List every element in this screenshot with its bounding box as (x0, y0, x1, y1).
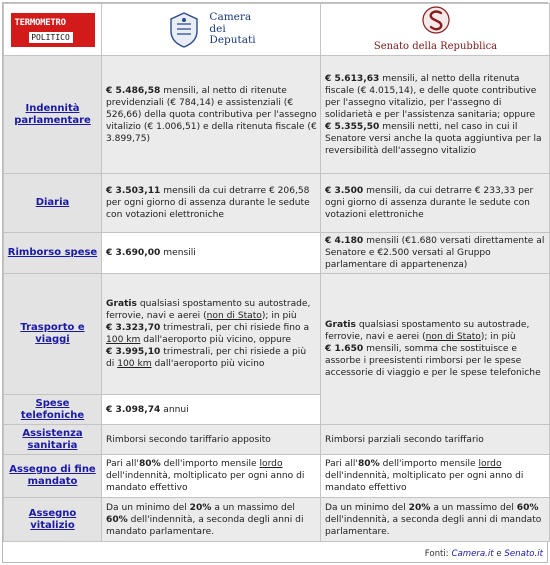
senato-rimborso-amount: € 4.180 (325, 236, 364, 246)
comparison-table-container (2, 2, 548, 563)
camera-indennita-text: mensili, al netto di ritenute previdenziali (€ 784,14) e assistenziali (€ 526,66) della quota contributiva per l'assegno vitalizio (€ 1.006,51) e della ritenuta fiscale (€ 3.899,75) (106, 85, 317, 144)
camera-telefoniche-text: annui (160, 404, 189, 415)
logo-text-bottom: POLITICO (29, 32, 73, 43)
camera-fine-text2: dell'importo mensile (160, 459, 260, 469)
termometro-politico-logo[interactable] (11, 13, 95, 47)
source-camera-link[interactable]: Camera.it (451, 548, 494, 559)
senato-vit-max: 60% (516, 502, 539, 513)
senato-trasporto (321, 274, 550, 425)
camera-vit-min: 20% (189, 502, 212, 513)
link-assegno-fine-mandato[interactable]: Assegno di fine mandato (9, 464, 96, 487)
label-sanitaria-cell (4, 425, 102, 455)
camera-vit-text1: Da un minimo del (106, 502, 190, 513)
senato-fine-text2: dell'importo mensile (379, 459, 479, 469)
camera-diaria (102, 174, 321, 233)
camera-trasporto-text6: dall'aeroporto più vicino (151, 359, 265, 369)
camera-trasporto-text2: ); in più (261, 311, 297, 321)
camera-fine-text3: dell'indennità, moltiplicato per ogni anno di mandato effettivo (106, 471, 305, 493)
logo-cell (4, 4, 102, 56)
link-spese-telefoniche[interactable]: Spese telefoniche (20, 397, 85, 421)
label-telefoniche-cell (4, 395, 102, 425)
camera-trasporto-km1: 100 km (106, 335, 141, 345)
camera-emblem-icon (167, 11, 201, 49)
senato-trasporto-non-di-stato: non di Stato (425, 332, 481, 342)
camera-trasporto-amount2: € 3.995,10 (106, 347, 161, 357)
camera-telefoniche (102, 395, 321, 425)
footer-sep: e (493, 548, 505, 559)
label-trasporto-cell (4, 274, 102, 395)
senato-trasporto-text1: qualsiasi spostamento su autostrade, ferrovie, navi e aerei ( (325, 320, 530, 342)
link-diaria[interactable]: Diaria (35, 197, 70, 208)
senato-indennita-amount1: € 5.613,63 (325, 73, 380, 84)
senato-trasporto-amount: € 1.650 (325, 344, 364, 354)
link-indennita-parlamentare[interactable]: Indennità parlamentare (14, 102, 91, 126)
senato-vit-text2: a un massimo del (430, 502, 517, 513)
row-fine-mandato (4, 455, 550, 498)
senato-indennita (321, 56, 550, 174)
senato-indennita-text2: mensili netti, nel caso in cui il Senatore versi anche la quota aggiuntiva per la reversibilità dell'assegno vitalizio (325, 121, 542, 156)
camera-fine-text1: Pari all' (106, 459, 139, 469)
label-rimborso-cell (4, 233, 102, 274)
senato-diaria-text: mensili, da cui detrarre € 233,33 per ogni giorno di assenza durante le sedute con votazioni elettroniche (325, 186, 534, 220)
camera-telefoniche-amount: € 3.098,74 (106, 404, 161, 415)
camera-rimborso-text: mensili (160, 248, 196, 258)
label-vitalizio-cell (4, 498, 102, 542)
camera-vit-text2: a un massimo del (211, 502, 295, 513)
link-assegno-vitalizio[interactable]: Assegno vitalizio (28, 507, 77, 531)
row-sanitaria (4, 425, 550, 455)
senato-rimborso-text: mensili (€1.680 versati direttamente al Senatore e €2.500 versati al Gruppo parlamentare di appartenenza) (325, 236, 545, 270)
camera-trasporto-km2: 100 km (117, 359, 152, 369)
senato-sanitaria (321, 425, 550, 455)
camera-vit-text3: dell'indennità, a seconda degli anni di mandato parlamentare. (106, 514, 304, 537)
camera-trasporto-text5: trimestrali, per chi risiede a più di (106, 347, 307, 369)
camera-diaria-text: mensili da cui detrarre € 206,58 per ogni giorno di assenza durante le sedute con votazioni elettroniche (106, 186, 310, 220)
senato-trasporto-text2: ); in più (480, 332, 516, 342)
camera-fine-mandato (102, 455, 321, 498)
senato-rimborso (321, 233, 550, 274)
camera-title (209, 12, 255, 47)
senato-fine-text1: Pari all' (325, 459, 358, 469)
camera-title-line3: Deputati (209, 34, 256, 47)
camera-indennita-amount: € 5.486,58 (106, 85, 161, 96)
senato-vit-text3: dell'indennità, a seconda degli anni di mandato parlamentare. (325, 514, 542, 537)
camera-trasporto (102, 274, 321, 395)
senato-vitalizio (321, 498, 550, 542)
link-trasporto-e-viaggi[interactable]: Trasporto e viaggi (20, 322, 85, 345)
link-rimborso-spese[interactable]: Rimborso spese (7, 247, 98, 258)
footer-prefix: Fonti: (424, 548, 452, 559)
camera-sanitaria-text: Rimborsi secondo tariffario apposito (106, 434, 271, 445)
senato-vit-min: 20% (408, 502, 431, 513)
camera-fine-pct: 80% (138, 459, 161, 469)
senato-fine-mandato (321, 455, 550, 498)
row-indennita (4, 56, 550, 174)
senato-fine-lordo: lordo (478, 459, 502, 469)
row-trasporto (4, 274, 550, 395)
camera-trasporto-non-di-stato: non di Stato (206, 311, 262, 321)
header-row (4, 4, 550, 56)
row-vitalizio (4, 498, 550, 542)
senato-header (321, 4, 550, 56)
senato-diaria (321, 174, 550, 233)
logo-text-top: TERMOMETRO (14, 17, 66, 28)
senato-emblem-icon (421, 5, 451, 35)
senato-trasporto-text3: mensili, somma che sostituisce e assorbe i preesistenti rimborsi per le spese accessorie di viaggio e per le spese telefoniche (325, 344, 541, 378)
camera-trasporto-text1: qualsiasi spostamento su autostrade, ferrovie, navi e aerei ( (106, 299, 311, 321)
row-diaria (4, 174, 550, 233)
camera-trasporto-text3: trimestrali, per chi risiede fino a (160, 323, 310, 333)
camera-trasporto-text4: dall'aeroporto più vicino, oppure (140, 335, 292, 345)
label-fine-mandato-cell (4, 455, 102, 498)
sources-footer (425, 549, 543, 560)
senato-indennita-text1: mensili, al netto della ritenuta fiscale (€ 4.015,14), e delle quote contributive per l'assegno vitalizio, per l'assegno di solidarietà e per l'assistenza sanitaria; oppure (325, 73, 537, 120)
camera-title-line2: dei (209, 22, 226, 35)
camera-trasporto-amount1: € 3.323,70 (106, 323, 161, 333)
senato-fine-pct: 80% (357, 459, 380, 469)
camera-diaria-amount: € 3.503,11 (106, 186, 161, 196)
senato-vit-text1: Da un minimo del (325, 502, 409, 513)
link-assistenza-sanitaria[interactable]: Assistenza sanitaria (22, 427, 83, 451)
source-senato-link[interactable]: Senato.it (504, 548, 543, 559)
camera-header (102, 4, 321, 56)
row-rimborso (4, 233, 550, 274)
senato-sanitaria-text: Rimborsi parziali secondo tariffario (325, 434, 484, 445)
label-indennita-cell (4, 56, 102, 174)
label-diaria-cell (4, 174, 102, 233)
camera-fine-lordo: lordo (259, 459, 283, 469)
comparison-table (3, 3, 550, 542)
senato-title: Senato della Repubblica (373, 41, 498, 53)
camera-rimborso (102, 233, 321, 274)
camera-indennita (102, 56, 321, 174)
camera-rimborso-amount: € 3.690,00 (106, 248, 161, 258)
camera-sanitaria (102, 425, 321, 455)
senato-trasporto-gratis: Gratis (325, 320, 356, 330)
senato-indennita-amount2: € 5.355,50 (325, 121, 380, 132)
senato-fine-text3: dell'indennità, moltiplicato per ogni anno di mandato effettivo (325, 471, 524, 493)
camera-vitalizio (102, 498, 321, 542)
camera-trasporto-gratis: Gratis (106, 299, 137, 309)
camera-vit-max: 60% (106, 514, 128, 525)
camera-title-line1: Camera (209, 11, 252, 24)
senato-diaria-amount: € 3.500 (325, 186, 364, 196)
